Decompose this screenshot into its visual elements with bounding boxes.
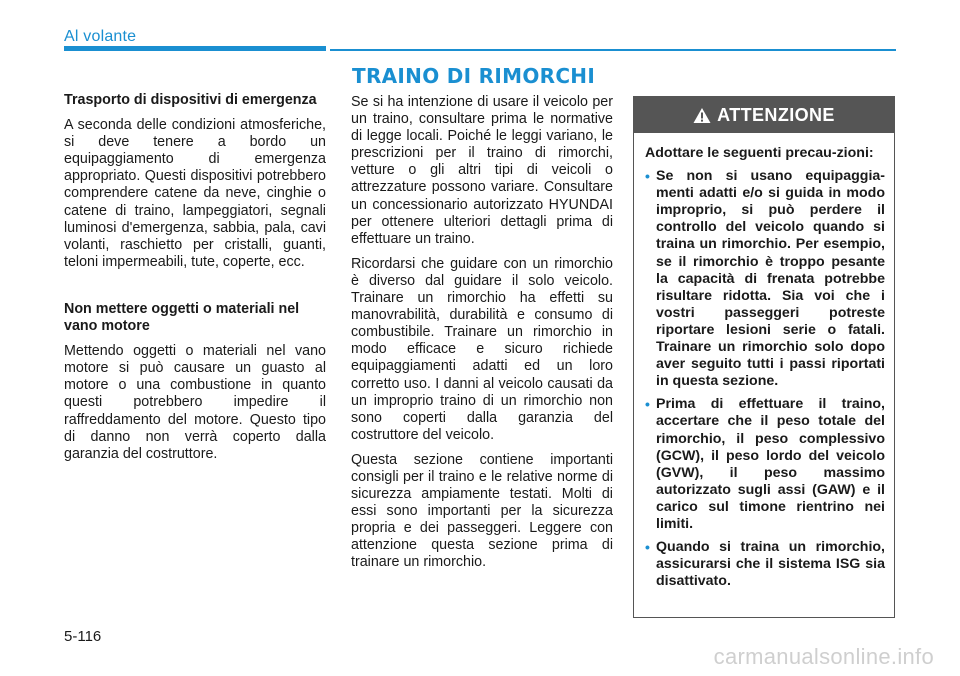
warning-item-text: Se non si usano equipaggia-menti adatti e/o si guida in modo improprio, si può perdere il controllo del veicolo quando si traina un rimorchio. Per esempio, se il rimorchio è troppo pesante la capacità di frenata potrebbe risultare ridotta. Sia voi che i vostri passeggeri potreste riportare lesioni serie o fatali. Trainare un rimorchio solo dopo aver seguito tutti i passi riportati in questa sezione.	[656, 168, 885, 390]
warning-item	[645, 168, 885, 390]
warning-item	[645, 396, 885, 533]
warning-header	[634, 97, 894, 133]
watermark: carmanualsonline.info	[713, 644, 934, 669]
towing-section-text: Questa sezione contiene importanti consigli per il traino e le relative norme di sicurezza ampiamente testati. Molti di essi sono importanti per la sicurezza propria e dei passeggeri. Leggere con attenzione questa sezione prima di trainare un rimorchio.	[351, 451, 613, 571]
warning-box	[633, 96, 895, 618]
warning-list	[645, 168, 885, 590]
warning-intro: Adottare le seguenti precau-zioni:	[645, 145, 874, 161]
bullet-icon: •	[645, 168, 650, 185]
middle-column	[351, 94, 613, 580]
spacer	[64, 279, 326, 301]
bullet-icon: •	[645, 396, 650, 413]
emergency-equipment-text: A seconda delle condizioni atmosferiche, si deve tenere a bordo un equipaggiamento di emergenza appropriato. Questi dispositivi potrebbero comprendere catene da neve, cinghie o catene di traino, lampeggiatori, segnali luminosi d'emergenza, sabbia, pala, cavi volanti, raschietto per cristalli, guanti, teloni impermeabili, tute, coperte, ecc.	[64, 117, 326, 270]
emergency-equipment-heading: Trasporto di dispositivi di emergenza	[64, 92, 317, 108]
header-rule-thick	[64, 46, 326, 51]
warning-triangle-icon	[693, 107, 711, 124]
warning-title: ATTENZIONE	[717, 104, 835, 125]
warning-body	[634, 133, 894, 590]
warning-item-text: Prima di effettuare il traino, accertare che il peso totale del rimorchio, il peso complessivo (GCW), il peso lordo del veicolo (GVW), il peso massimo autorizzato sugli assi (GAW) e il carico sul timone rientrino nei limiti.	[656, 396, 885, 532]
left-column	[64, 92, 326, 471]
section-title: Al volante	[64, 28, 137, 45]
header-rule-thin	[330, 49, 896, 51]
warning-item-text: Quando si traina un rimorchio, assicurarsi che il sistema ISG sia disattivato.	[656, 539, 885, 590]
warning-item	[645, 539, 885, 590]
page-number: 5-116	[64, 628, 102, 645]
engine-bay-text: Mettendo oggetti o materiali nel vano motore si può causare un guasto al motore o una combustione in quanto questi potrebbero impedire il raffreddamento del motore. Questo tipo di danno non verrà coperto dalla garanzia del costruttore.	[64, 343, 326, 462]
towing-driving-text: Ricordarsi che guidare con un rimorchio è diverso dal guidare il solo veicolo. Trainare un rimorchio ha effetti su manovrabilità, durabilità e consumo di combustibile. Trainare un rimorchio in modo efficace e sicuro richiede equipaggiamenti adatti ed un loro corretto uso. I danni al veicolo causati da un improprio traino di un rimorchio non sono coperti dalla garanzia del costruttore del veicolo.	[351, 255, 613, 443]
page-heading: TRAINO DI RIMORCHI	[352, 64, 596, 88]
towing-intro-text: Se si ha intenzione di usare il veicolo per un traino, consultare prima le normative di legge locali. Poiché le leggi variano, le prescrizioni per il traino di rimorchi, vetture o gli altri tipi di veicoli o attrezzature possono variare. Consultare un concessionario autorizzato HYUNDAI per ottenere ulteriori dettagli prima di effettuare un traino.	[351, 94, 613, 247]
engine-bay-heading: Non mettere oggetti o materiali nel vano motore	[64, 300, 300, 335]
bullet-icon: •	[645, 539, 650, 556]
